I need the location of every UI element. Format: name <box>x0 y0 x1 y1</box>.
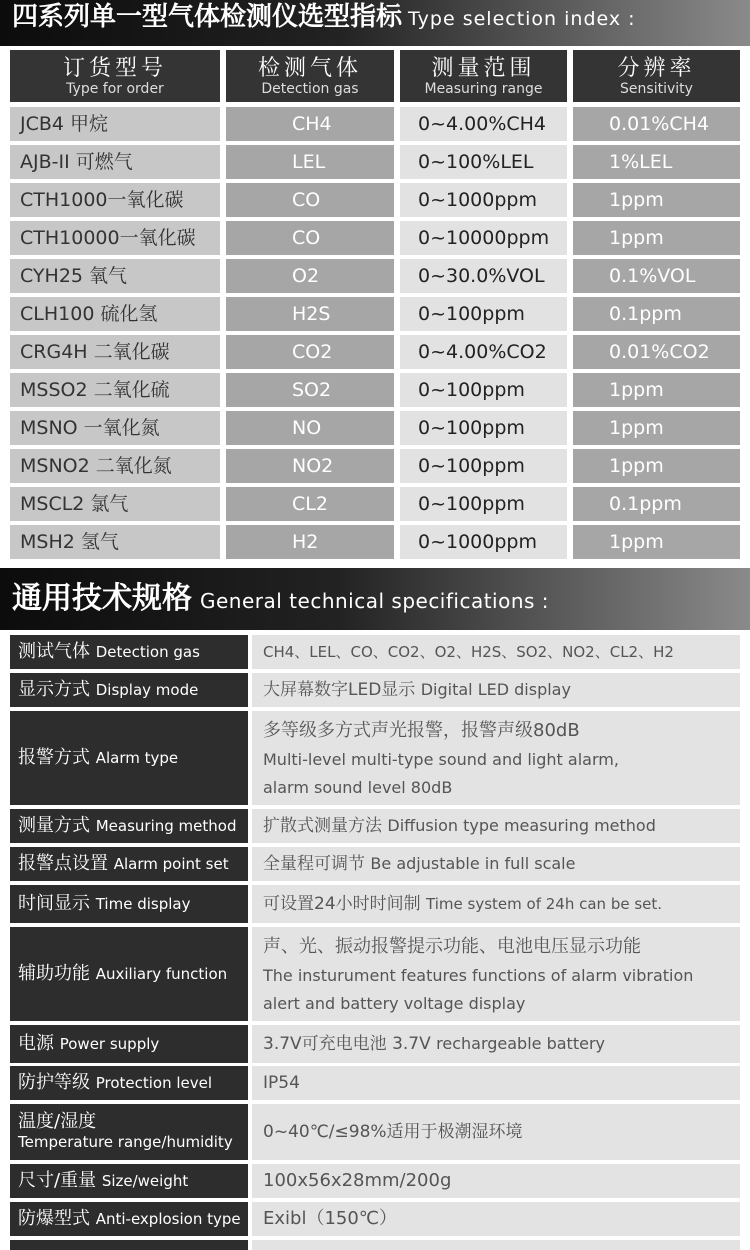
cell-sensitivity: 1ppm <box>573 449 740 483</box>
label-zh: 温度/湿度 <box>18 1111 97 1132</box>
value-en: Be adjustable in full scale <box>370 854 576 873</box>
header-sensitivity <box>573 50 740 102</box>
header-type-for-order <box>10 50 220 102</box>
label-en: Detection gas <box>95 643 200 661</box>
spec-label-auxiliary-function <box>10 927 248 1021</box>
value-en: Digital LED display <box>420 680 571 699</box>
value-en: rechargeable battery <box>436 1034 605 1053</box>
spec-label-power-supply <box>10 1025 248 1063</box>
general-specs-title-bar <box>0 568 750 630</box>
cell-range: 0~100ppm <box>400 449 567 483</box>
cell-range: 0~30.0%VOL <box>400 259 567 293</box>
cell-gas: CO2 <box>226 335 394 369</box>
cell-gas: O2 <box>226 259 394 293</box>
value-zh: 大屏幕数字LED显示 <box>263 680 416 700</box>
label-zh: 辅助功能 <box>18 963 90 984</box>
value-zh: 可设置24小时时间制 <box>263 894 421 914</box>
header-en: Type for order <box>66 81 164 97</box>
section-title-en: Type selection index : <box>408 8 636 30</box>
cell-gas: NO <box>226 411 394 445</box>
cell-type: MSCL2 氯气 <box>10 487 220 521</box>
cell-type: CRG4H 二氧化碳 <box>10 335 220 369</box>
label-zh: 尺寸/重量 <box>18 1170 97 1191</box>
label-zh: 防爆型式 <box>18 1208 90 1229</box>
spec-label-detection-gas <box>10 635 248 669</box>
value-en: Time system of 24h can be set. <box>426 895 663 913</box>
label-zh: 报警方式 <box>18 747 90 768</box>
label-en: Protection level <box>95 1074 213 1092</box>
cell-range: 0~10000ppm <box>400 221 567 255</box>
label-en: Temperature range/humidity <box>18 1133 233 1151</box>
value-zh: 3.7V可充电电池 3.7V <box>263 1034 431 1054</box>
spec-value-measuring-method <box>252 809 740 843</box>
spec-value-anti-explosion: Exibl（150℃） <box>252 1202 740 1236</box>
spec-value-power-supply <box>252 1025 740 1063</box>
label-en: Measuring method <box>95 817 237 835</box>
spec-value-display-mode <box>252 673 740 707</box>
cell-gas: H2S <box>226 297 394 331</box>
cell-range: 0~4.00%CO2 <box>400 335 567 369</box>
label-en: Alarm type <box>95 749 179 767</box>
spec-value-size-weight: 100x56x28mm/200g <box>252 1164 740 1198</box>
spec-label-cutoff <box>10 1240 248 1250</box>
spec-label-anti-explosion <box>10 1202 248 1236</box>
cell-gas: SO2 <box>226 373 394 407</box>
cell-range: 0~100%LEL <box>400 145 567 179</box>
header-zh: 订货型号 <box>62 56 167 81</box>
cell-type: CLH100 硫化氢 <box>10 297 220 331</box>
spec-value-protection-level: IP54 <box>252 1066 740 1100</box>
value-zh: 全量程可调节 <box>263 854 365 874</box>
cell-sensitivity: 1ppm <box>573 525 740 559</box>
value-en: Diffusion type measuring method <box>387 816 656 835</box>
label-zh: 测试气体 <box>18 641 90 662</box>
cell-sensitivity: 1ppm <box>573 411 740 445</box>
cell-gas: LEL <box>226 145 394 179</box>
section-title-zh: 通用技术规格 <box>12 581 192 616</box>
value-zh: 扩散式测量方法 <box>263 816 382 836</box>
spec-label-measuring-method <box>10 809 248 843</box>
cell-gas: H2 <box>226 525 394 559</box>
cell-type: AJB-II 可燃气 <box>10 145 220 179</box>
cell-gas: CL2 <box>226 487 394 521</box>
spec-value-time-display <box>252 885 740 923</box>
cell-gas: NO2 <box>226 449 394 483</box>
section-title-zh: 四系列单一型气体检测仪选型指标 <box>12 2 403 32</box>
spec-label-protection-level <box>10 1066 248 1100</box>
spec-value-temperature-humidity: 0~40℃/≤98%适用于极潮湿环境 <box>252 1104 740 1160</box>
value-line-2: The insturument features functions of alarm vibration <box>263 966 694 985</box>
label-en: Power supply <box>59 1035 160 1053</box>
label-zh: 防护等级 <box>18 1072 90 1093</box>
cell-type: CTH1000一氧化碳 <box>10 183 220 217</box>
cell-type: CTH10000一氧化碳 <box>10 221 220 255</box>
cell-type: JCB4 甲烷 <box>10 107 220 141</box>
cell-sensitivity: 0.1ppm <box>573 487 740 521</box>
cell-type: MSSO2 二氧化硫 <box>10 373 220 407</box>
spec-value-cutoff <box>252 1240 740 1250</box>
cell-type: MSNO 一氧化氮 <box>10 411 220 445</box>
header-detection-gas <box>226 50 394 102</box>
label-zh: 时间显示 <box>18 893 90 914</box>
header-zh: 分辨率 <box>617 56 696 81</box>
label-zh: 显示方式 <box>18 679 90 700</box>
spec-value-detection-gas: CH4、LEL、CO、CO2、O2、H2S、SO2、NO2、CL2、H2 <box>252 635 740 669</box>
header-en: Measuring range <box>424 81 543 97</box>
header-zh: 检测气体 <box>257 56 362 81</box>
label-zh: 报警点设置 <box>18 853 108 874</box>
cell-range: 0~100ppm <box>400 411 567 445</box>
cell-sensitivity: 0.01%CH4 <box>573 107 740 141</box>
header-en: Detection gas <box>261 81 359 97</box>
spec-value-alarm-type <box>252 711 740 805</box>
cell-range: 0~1000ppm <box>400 183 567 217</box>
spec-value-alarm-point <box>252 847 740 881</box>
spec-label-alarm-point <box>10 847 248 881</box>
spec-label-display-mode <box>10 673 248 707</box>
header-measuring-range <box>400 50 567 102</box>
value-line-3: alarm sound level 80dB <box>263 778 453 797</box>
label-en: Anti-explosion type <box>95 1210 241 1228</box>
cell-sensitivity: 0.1ppm <box>573 297 740 331</box>
value-line-1: 多等级多方式声光报警，报警声级80dB <box>263 720 580 741</box>
cell-sensitivity: 1ppm <box>573 183 740 217</box>
cell-range: 0~4.00%CH4 <box>400 107 567 141</box>
selection-index-title-bar <box>0 0 750 46</box>
value-line-3: alert and battery voltage display <box>263 994 526 1013</box>
value-line-1: 声、光、振动报警提示功能、电池电压显示功能 <box>263 936 641 957</box>
cell-sensitivity: 0.01%CO2 <box>573 335 740 369</box>
cell-type: MSH2 氢气 <box>10 525 220 559</box>
cell-sensitivity: 1%LEL <box>573 145 740 179</box>
label-en: Display mode <box>95 681 199 699</box>
spec-label-alarm-type <box>10 711 248 805</box>
header-zh: 测量范围 <box>431 56 536 81</box>
cell-sensitivity: 1ppm <box>573 221 740 255</box>
cell-sensitivity: 0.1%VOL <box>573 259 740 293</box>
spec-label-size-weight <box>10 1164 248 1198</box>
label-en: Size/weight <box>101 1172 189 1190</box>
header-en: Sensitivity <box>620 81 693 97</box>
label-zh: 电源 <box>18 1033 54 1054</box>
label-en: Alarm point set <box>113 855 229 873</box>
spec-label-time-display <box>10 885 248 923</box>
cell-gas: CO <box>226 183 394 217</box>
cell-type: MSNO2 二氧化氮 <box>10 449 220 483</box>
label-en: Auxiliary function <box>95 965 228 983</box>
value-line-2: Multi-level multi-type sound and light alarm, <box>263 750 619 769</box>
cell-range: 0~100ppm <box>400 373 567 407</box>
cell-type: CYH25 氧气 <box>10 259 220 293</box>
section-title-en: General technical specifications : <box>200 589 550 613</box>
label-en: Time display <box>95 895 191 913</box>
cell-gas: CO <box>226 221 394 255</box>
cell-range: 0~1000ppm <box>400 525 567 559</box>
cell-sensitivity: 1ppm <box>573 373 740 407</box>
cell-range: 0~100ppm <box>400 487 567 521</box>
spec-value-auxiliary-function <box>252 927 740 1021</box>
label-zh: 测量方式 <box>18 815 90 836</box>
cell-gas: CH4 <box>226 107 394 141</box>
spec-label-temperature-humidity <box>10 1104 248 1160</box>
cell-range: 0~100ppm <box>400 297 567 331</box>
